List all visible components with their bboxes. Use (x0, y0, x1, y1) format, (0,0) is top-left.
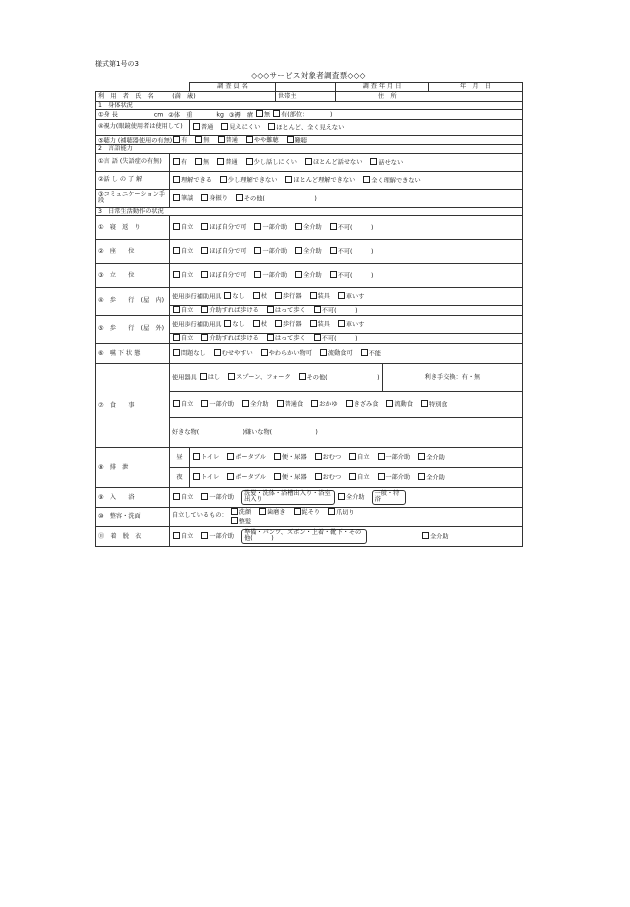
swallow-soft-checkbox[interactable] (261, 349, 268, 356)
bath-self-checkbox[interactable] (173, 493, 180, 500)
walk-indoor-aids: 使用歩行補助用具 なし 杖 歩行器 装具 車いす (170, 287, 523, 305)
vision-hard-checkbox[interactable] (221, 123, 228, 130)
groom-face-checkbox[interactable] (231, 508, 238, 515)
dress-detail-bracket: 準備・パンツ、ズボン・上着・靴下・その他( ) (241, 529, 367, 544)
outdoor-aid-walker-checkbox[interactable] (275, 320, 282, 327)
adl-label-turning: ① 寝 返 り (96, 215, 170, 239)
meal-minced-checkbox[interactable] (346, 400, 353, 407)
turning-full-checkbox[interactable] (295, 223, 302, 230)
meal-self-checkbox[interactable] (173, 400, 180, 407)
bath-options: 自立 一部介助 洗髪・洗体・浴槽出入り・浴室出入り 全介助 一般・特浴 (170, 487, 523, 507)
night-toilet-checkbox[interactable] (193, 473, 200, 480)
speech-hard-checkbox[interactable] (305, 158, 312, 165)
understand-slight-checkbox[interactable] (220, 176, 227, 183)
indoor-aid-cane-checkbox[interactable] (253, 292, 260, 299)
sitting-self-checkbox[interactable] (173, 247, 180, 254)
vision-normal-checkbox[interactable] (193, 123, 200, 130)
section-physical: 1 身体状況 (96, 102, 523, 110)
walk-outdoor-status: 自立 介助すれば歩ける はって歩く 不可( ) (170, 333, 523, 343)
day-partial-checkbox[interactable] (378, 453, 385, 460)
excretion-night-options: トイレ ポータブル 便・尿器 おむつ 自立 一部介助 全介助 (190, 467, 523, 487)
aphasia-no-checkbox[interactable] (195, 158, 202, 165)
meal-porridge-checkbox[interactable] (311, 400, 318, 407)
dress-full-checkbox[interactable] (422, 532, 429, 539)
hearing-deaf-checkbox[interactable] (287, 136, 294, 143)
speech-normal-checkbox[interactable] (217, 158, 224, 165)
walk-indoor-label: ④ 歩 行 (屋 内) (96, 287, 170, 315)
comm-other-checkbox[interactable] (236, 194, 243, 201)
swallow-options: 問題なし むせやすい やわらかい物可 流動食可 不能 (170, 343, 523, 363)
excretion-day-label: 昼 (170, 447, 190, 467)
excretion-label: ⑧ 排 泄 (96, 447, 170, 487)
outdoor-aid-brace-checkbox[interactable] (310, 320, 317, 327)
adl-label-standing: ③ 立 位 (96, 263, 170, 287)
walk-outdoor-aids: 使用歩行補助用具 なし 杖 歩行器 装具 車いす (170, 315, 523, 333)
utensil-chopsticks-checkbox[interactable] (200, 373, 207, 380)
groom-shave-checkbox[interactable] (294, 508, 301, 515)
swallow-unable-checkbox[interactable] (361, 349, 368, 356)
utensil-spoon-checkbox[interactable] (228, 373, 235, 380)
meal-liquid-checkbox[interactable] (386, 400, 393, 407)
pressure-yes-checkbox[interactable] (273, 110, 280, 117)
indoor-aid-wheelchair-checkbox[interactable] (338, 292, 345, 299)
sitting-partial-checkbox[interactable] (254, 247, 261, 254)
aid-no-checkbox[interactable] (195, 136, 202, 143)
dress-partial-checkbox[interactable] (201, 532, 208, 539)
indoor-unable-checkbox[interactable] (314, 306, 321, 313)
night-full-checkbox[interactable] (418, 473, 425, 480)
investigator-field[interactable] (276, 83, 336, 92)
understand-ok-checkbox[interactable] (173, 176, 180, 183)
adl-label-sitting: ② 座 位 (96, 239, 170, 263)
grooming-label: ⑩ 整容・洗面 (96, 507, 170, 526)
address-label: 住 所 (336, 92, 523, 102)
outdoor-crawl-checkbox[interactable] (267, 334, 274, 341)
standing-partial-checkbox[interactable] (254, 271, 261, 278)
indoor-crawl-checkbox[interactable] (267, 306, 274, 313)
pressure-none-checkbox[interactable] (256, 110, 263, 117)
bath-detail-bracket: 洗髪・洗体・浴槽出入り・浴室出入り (241, 490, 335, 505)
swallow-ok-checkbox[interactable] (173, 349, 180, 356)
excretion-day-options: トイレ ポータブル 便・尿器 おむつ 自立 一部介助 全介助 (190, 447, 523, 467)
user-name-label: 利 用 者 氏 名 (満 歳) (96, 92, 276, 102)
day-urinal-checkbox[interactable] (274, 453, 281, 460)
comm-writing-checkbox[interactable] (173, 194, 180, 201)
outdoor-unable-checkbox[interactable] (314, 334, 321, 341)
speech-slight-checkbox[interactable] (246, 158, 253, 165)
day-diaper-checkbox[interactable] (315, 453, 322, 460)
meal-full-checkbox[interactable] (242, 400, 249, 407)
utensil-other-checkbox[interactable] (299, 373, 306, 380)
dress-self-checkbox[interactable] (173, 532, 180, 539)
form-number: 様式第1号の3 (95, 60, 139, 68)
sitting-unable-checkbox[interactable] (330, 247, 337, 254)
indoor-aid-brace-checkbox[interactable] (310, 292, 317, 299)
vision-label: ④視力(眼鏡使用者は使用して) (96, 119, 190, 135)
meal-label: ⑦ 食 事 (96, 363, 170, 447)
bath-partial-checkbox[interactable] (201, 493, 208, 500)
form-title: ◇◇◇サービス対象者調査票◇◇◇ (251, 71, 366, 80)
swallow-label: ⑥ 嚥 下 状 態 (96, 343, 170, 363)
body-measure-row: ①身 長 cm ②体 重 kg ③褥 瘡 無 有(部位： ) (96, 110, 523, 120)
day-full-checkbox[interactable] (418, 453, 425, 460)
groom-hair-checkbox[interactable] (231, 517, 238, 524)
turning-partial-checkbox[interactable] (254, 223, 261, 230)
turning-unable-checkbox[interactable] (330, 223, 337, 230)
hand-change-label: 利き手交換：有・無 (383, 363, 523, 391)
dressing-options: 自立 一部介助 準備・パンツ、ズボン・上着・靴下・その他( ) 全介助 (170, 526, 523, 546)
meal-partial-checkbox[interactable] (201, 400, 208, 407)
swallow-choke-checkbox[interactable] (214, 349, 221, 356)
communication-options: 筆談 身振り その他( ) (170, 189, 523, 207)
understanding-label: ②話 し の 了 解 (96, 171, 170, 189)
excretion-night-label: 夜 (170, 467, 190, 487)
day-portable-checkbox[interactable] (227, 453, 234, 460)
survey-date-label: 調 査 年 月 日 (336, 83, 429, 92)
indoor-assist-checkbox[interactable] (201, 306, 208, 313)
bath-full-checkbox[interactable] (338, 493, 345, 500)
groom-teeth-checkbox[interactable] (259, 508, 266, 515)
outdoor-self-checkbox[interactable] (173, 334, 180, 341)
understand-hard-checkbox[interactable] (285, 176, 292, 183)
understanding-options: 理解できる 少し理解できない ほとんど理解できない 全く理解できない (170, 171, 523, 189)
outdoor-assist-checkbox[interactable] (201, 334, 208, 341)
walk-indoor-status: 自立 介助すれば歩ける はって歩く 不可( ) (170, 305, 523, 315)
meal-special-checkbox[interactable] (421, 400, 428, 407)
hearing-row: ⑤聴力 (補聴器使用の有無) 有 無 普通 やや難聴 難聴 (96, 135, 523, 145)
night-urinal-checkbox[interactable] (274, 473, 281, 480)
investigator-label: 調 査 員 名 (190, 83, 276, 92)
survey-date-field[interactable]: 年 月 日 (429, 83, 523, 92)
speech-none-checkbox[interactable] (370, 158, 377, 165)
understand-none-checkbox[interactable] (363, 176, 370, 183)
hearing-slight-checkbox[interactable] (246, 136, 253, 143)
indoor-self-checkbox[interactable] (173, 306, 180, 313)
adl-options-turning: 自立 ほぼ自分で可 一部介助 全介助 不可( ) (170, 215, 523, 239)
night-diaper-checkbox[interactable] (315, 473, 322, 480)
outdoor-aid-wheelchair-checkbox[interactable] (338, 320, 345, 327)
day-self-checkbox[interactable] (349, 453, 356, 460)
bath-type-bracket: 一般・特浴 (372, 490, 406, 505)
groom-nails-checkbox[interactable] (328, 508, 335, 515)
vision-options: 普通 見えにくい ほとんど、全く見えない (190, 119, 523, 135)
night-self-checkbox[interactable] (349, 473, 356, 480)
survey-form-table (95, 82, 523, 547)
adl-options-standing: 自立 ほぼ自分で可 一部介助 全介助 不可( ) (170, 263, 523, 287)
householder-label: 世帯主 (276, 92, 336, 102)
vision-blind-checkbox[interactable] (268, 123, 275, 130)
grooming-options: 自立しているもの： 洗顔 歯磨き 髭そり 爪切り 整髪 (170, 507, 523, 526)
sitting-mostly-checkbox[interactable] (201, 247, 208, 254)
hearing-normal-checkbox[interactable] (218, 136, 225, 143)
turning-mostly-checkbox[interactable] (201, 223, 208, 230)
adl-options-sitting: 自立 ほぼ自分で可 一部介助 全介助 不可( ) (170, 239, 523, 263)
standing-mostly-checkbox[interactable] (201, 271, 208, 278)
dressing-label: ⑪ 着 脱 衣 (96, 526, 170, 546)
speech-label: ①言 語 (失語症の有無) (96, 153, 170, 171)
food-preferences[interactable]: 好きな物( )嫌いな物( ) (170, 417, 523, 447)
standing-unable-checkbox[interactable] (330, 271, 337, 278)
speech-options: 有 無 普通 少し話しにくい ほとんど話せない 話せない (170, 153, 523, 171)
swallow-liquid-checkbox[interactable] (320, 349, 327, 356)
aid-yes-checkbox[interactable] (173, 136, 180, 143)
outdoor-aid-none-checkbox[interactable] (224, 320, 231, 327)
walk-outdoor-label: ⑤ 歩 行 (屋 外) (96, 315, 170, 343)
section-language: 2 言語能力 (96, 145, 523, 153)
outdoor-aid-cane-checkbox[interactable] (253, 320, 260, 327)
standing-full-checkbox[interactable] (295, 271, 302, 278)
bath-label: ⑨ 入 浴 (96, 487, 170, 507)
night-partial-checkbox[interactable] (378, 473, 385, 480)
comm-gesture-checkbox[interactable] (201, 194, 208, 201)
meal-utensils: 使用器具 はし スプーン、フォーク その他( ) (170, 363, 383, 391)
standing-self-checkbox[interactable] (173, 271, 180, 278)
aphasia-yes-checkbox[interactable] (173, 158, 180, 165)
day-toilet-checkbox[interactable] (193, 453, 200, 460)
communication-label: ③コミュニケーション手段 (96, 189, 170, 207)
night-portable-checkbox[interactable] (227, 473, 234, 480)
sitting-full-checkbox[interactable] (295, 247, 302, 254)
meal-normal-checkbox[interactable] (277, 400, 284, 407)
indoor-aid-walker-checkbox[interactable] (275, 292, 282, 299)
turning-self-checkbox[interactable] (173, 223, 180, 230)
section-adl: 3 日常生活動作の状況 (96, 207, 523, 215)
meal-options: 自立 一部介助 全介助 普通食 おかゆ きざみ食 流動食 特別食 (170, 391, 523, 417)
indoor-aid-none-checkbox[interactable] (224, 292, 231, 299)
